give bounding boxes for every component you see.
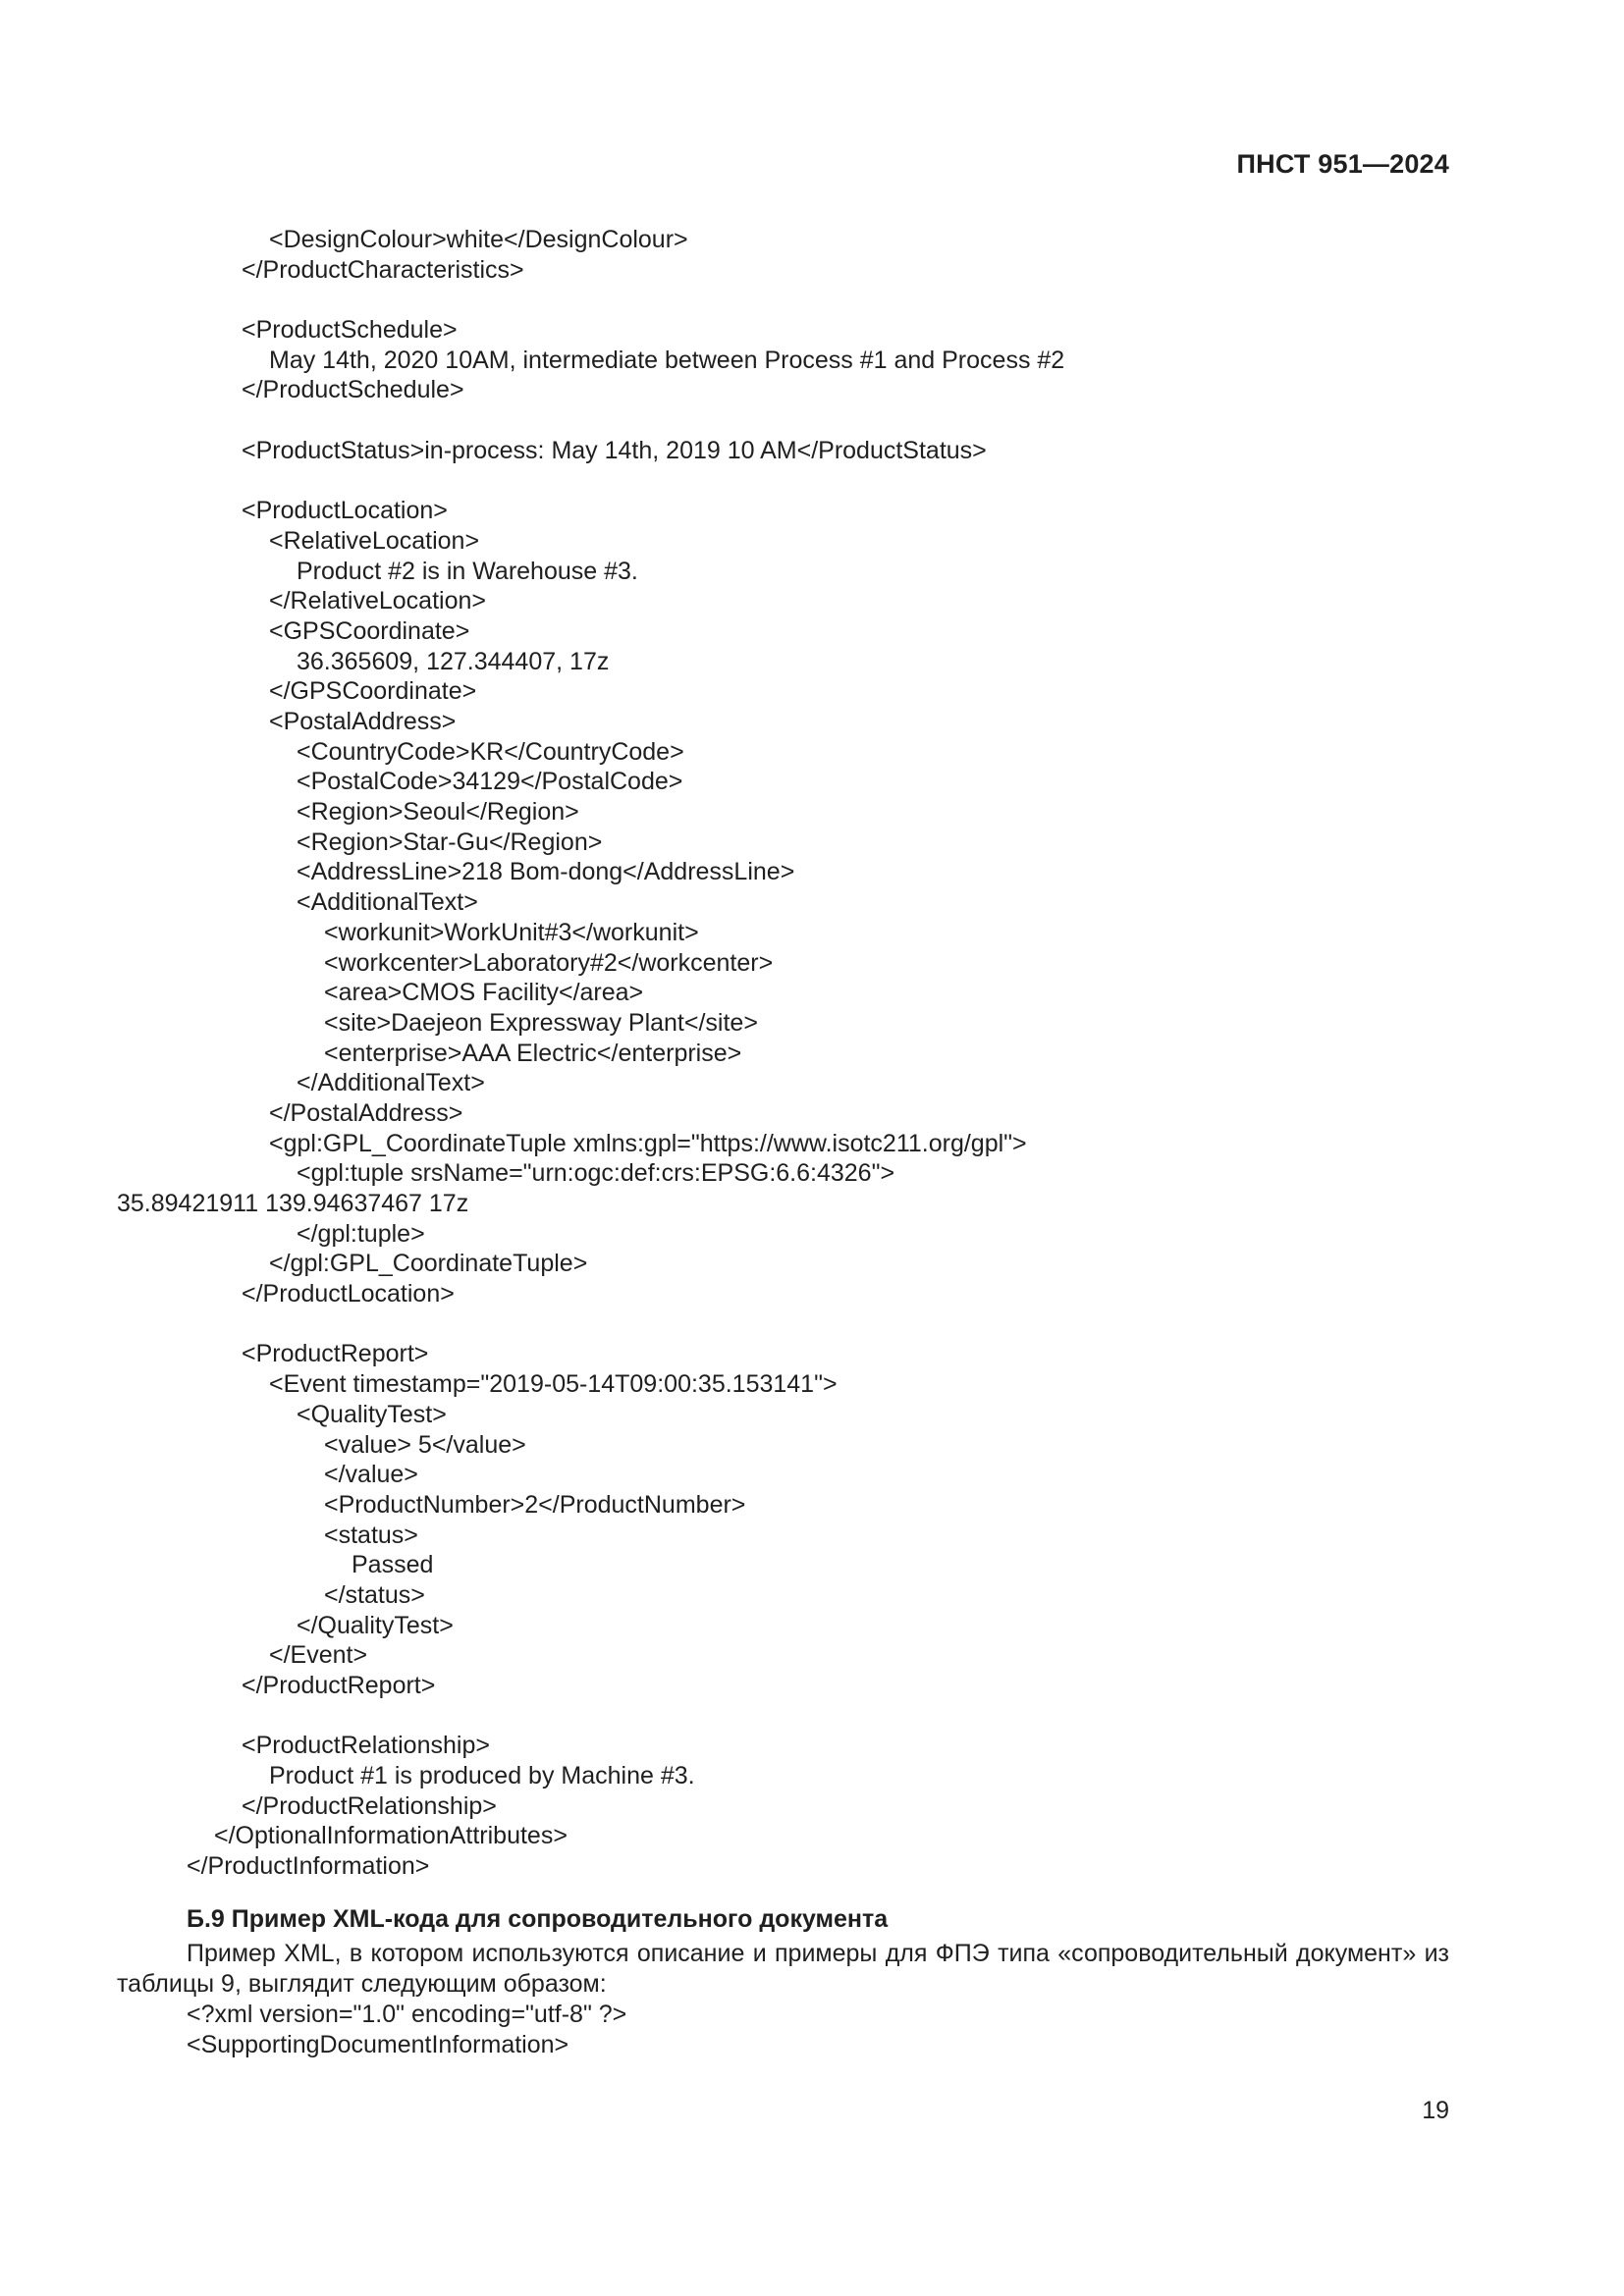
code-line: <?xml version="1.0" encoding="utf-8" ?>	[187, 2001, 627, 2028]
code-line: <gpl:tuple srsName="urn:ogc:def:crs:EPSG:6.6:4326">	[297, 1159, 895, 1188]
code-line: <DesignColour>white</DesignColour>	[269, 226, 688, 253]
code-line: Passed	[352, 1551, 434, 1579]
code-line: </gpl:tuple>	[297, 1219, 425, 1248]
code-line: <workcenter>Laboratory#2</workcenter>	[324, 948, 774, 977]
code-line: </ProductSchedule>	[242, 376, 464, 404]
code-line: </status>	[324, 1580, 425, 1609]
code-line: </ProductReport>	[242, 1672, 436, 1699]
blank-line	[0, 405, 1624, 436]
code-line: </AdditionalText>	[297, 1069, 485, 1097]
code-line: <value> 5</value>	[324, 1430, 526, 1459]
code-line: <ProductReport>	[242, 1340, 429, 1368]
code-line: </value>	[324, 1461, 418, 1489]
code-line: <ProductNumber>2</ProductNumber>	[324, 1490, 746, 1519]
code-line: <status>	[324, 1521, 418, 1549]
code-line: </gpl:GPL_CoordinateTuple>	[269, 1250, 588, 1278]
code-line: <AddressLine>218 Bom-dong</AddressLine>	[297, 858, 795, 886]
code-line: <workunit>WorkUnit#3</workunit>	[324, 918, 699, 946]
code-line: </Event>	[269, 1641, 368, 1670]
blank-line	[0, 1309, 1624, 1340]
code-line: </OptionalInformationAttributes>	[214, 1822, 568, 1850]
standard-identifier: ПНСТ 951—2024	[1236, 149, 1449, 179]
code-line: <SupportingDocumentInformation>	[187, 2030, 569, 2058]
code-line: <Region>Seoul</Region>	[297, 798, 579, 827]
code-line: <ProductStatus>in-process: May 14th, 2019 10 AM</ProductStatus>	[242, 436, 987, 464]
code-line: </ProductCharacteristics>	[242, 255, 524, 284]
code-line: <GPSCoordinate>	[269, 616, 470, 645]
code-line: </QualityTest>	[297, 1611, 454, 1639]
code-line: </ProductLocation>	[242, 1280, 455, 1308]
xml-code-tail	[187, 2000, 626, 2059]
code-line: <ProductLocation>	[242, 497, 448, 525]
blank-line	[0, 1701, 1624, 1732]
code-line: </RelativeLocation>	[269, 587, 486, 615]
code-line: <enterprise>AAA Electric</enterprise>	[324, 1039, 742, 1067]
code-line: <site>Daejeon Expressway Plant</site>	[324, 1008, 758, 1037]
code-line: <RelativeLocation>	[269, 526, 480, 555]
page-number: 19	[1422, 2097, 1449, 2124]
code-line: <PostalCode>34129</PostalCode>	[297, 768, 683, 796]
code-line: </ProductRelationship>	[242, 1791, 497, 1820]
blank-line	[0, 466, 1624, 497]
code-line: <ProductRelationship>	[242, 1732, 490, 1760]
xml-code-block	[0, 225, 1624, 1882]
code-line: <PostalAddress>	[269, 708, 457, 735]
code-line: </ProductInformation>	[187, 1852, 430, 1881]
code-line: Product #2 is in Warehouse #3.	[297, 557, 638, 585]
code-line: May 14th, 2020 10AM, intermediate between Process #1 and Process #2	[269, 346, 1065, 374]
section-heading: Б.9 Пример XML-кода для сопроводительного документа	[187, 1905, 889, 1933]
code-line: 35.89421911 139.94637467 17z	[117, 1190, 469, 1217]
code-line: <Region>Star-Gu</Region>	[297, 828, 603, 856]
code-line: </GPSCoordinate>	[269, 677, 477, 706]
code-line: <area>CMOS Facility</area>	[324, 979, 644, 1007]
section-paragraph: Пример XML, в котором используются описание и примеры для ФПЭ типа «сопроводительный документ» из таблицы 9, выглядит следующим образом:	[117, 1940, 1449, 1998]
code-line: <QualityTest>	[297, 1400, 447, 1428]
code-line: Product #1 is produced by Machine #3.	[269, 1762, 695, 1790]
code-line: <ProductSchedule>	[242, 316, 458, 345]
code-line: <Event timestamp="2019-05-14T09:00:35.153141">	[269, 1370, 838, 1399]
code-line: <gpl:GPL_CoordinateTuple xmlns:gpl="https://www.isotc211.org/gpl">	[269, 1129, 1027, 1157]
code-line: 36.365609, 127.344407, 17z	[297, 647, 610, 675]
code-line: <CountryCode>KR</CountryCode>	[297, 737, 684, 766]
code-line: <AdditionalText>	[297, 888, 478, 917]
blank-line	[0, 285, 1624, 315]
code-line: </PostalAddress>	[269, 1098, 463, 1127]
